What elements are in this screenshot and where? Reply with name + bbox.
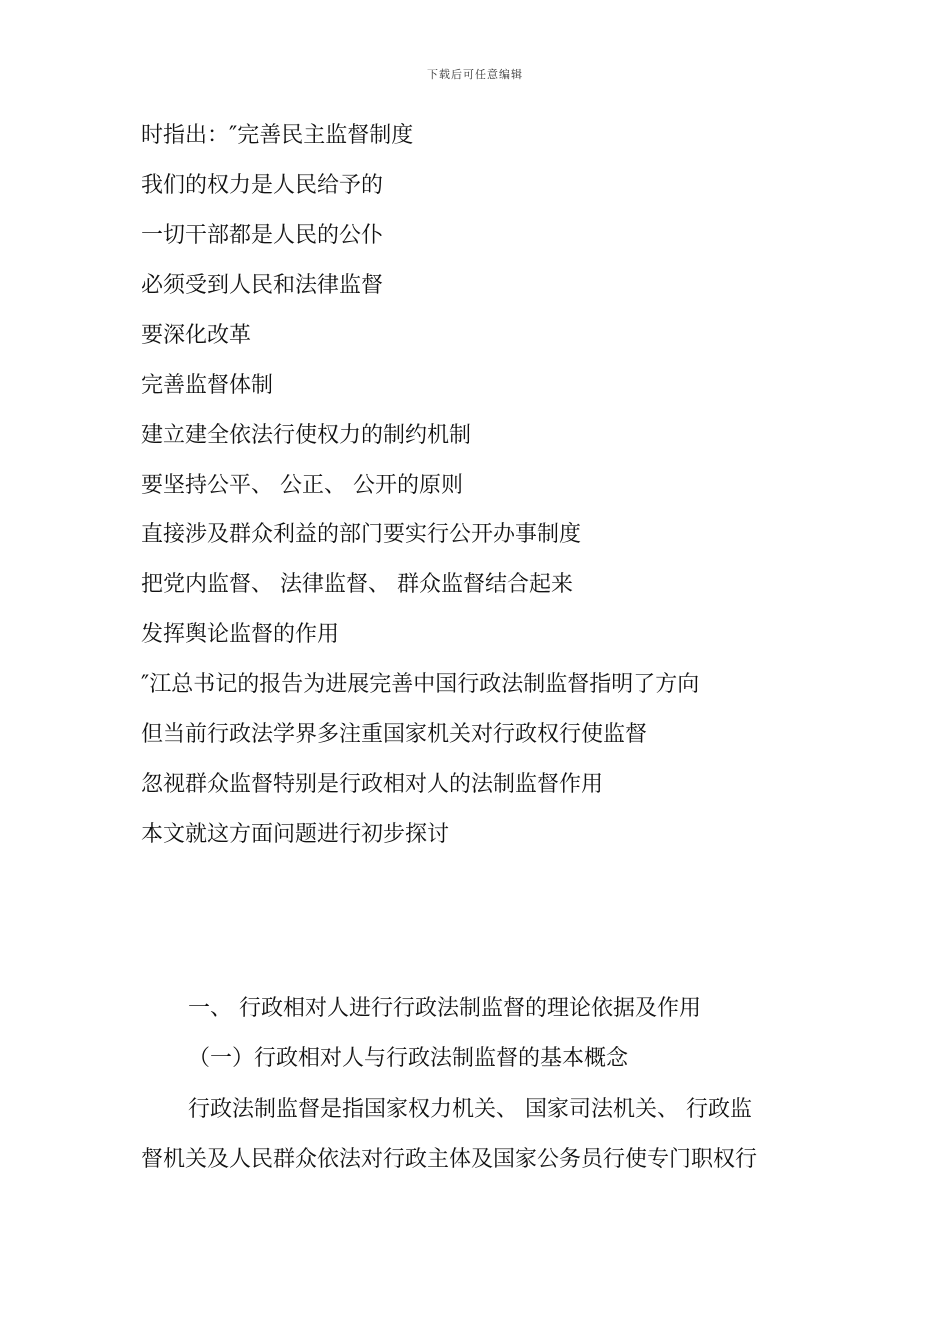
body-line-3: 一切干部都是人民的公仆 [141, 223, 384, 248]
body-line-15: 本文就这方面问题进行初步探讨 [141, 822, 450, 847]
paragraph-line-1: 行政法制监督是指国家权力机关、 国家司法机关、 行政监 [188, 1097, 752, 1122]
paragraph-line-2: 督机关及人民群众依法对行政主体及国家公务员行使专门职权行 [141, 1147, 758, 1172]
body-line-1: 时指出：″完善民主监督制度 [141, 123, 414, 148]
body-line-12: ″江总书记的报告为进展完善中国行政法制监督指明了方向 [141, 672, 700, 697]
body-line-5: 要深化改革 [141, 323, 252, 348]
body-line-14: 忽视群众监督特别是行政相对人的法制监督作用 [141, 772, 604, 797]
body-line-8: 要坚持公平、 公正、 公开的原则 [141, 473, 463, 498]
section-subheading: （一）行政相对人与行政法制监督的基本概念 [188, 1046, 629, 1071]
body-line-9: 直接涉及群众利益的部门要实行公开办事制度 [141, 522, 582, 547]
body-line-10: 把党内监督、 法律监督、 群众监督结合起来 [141, 572, 573, 597]
page-header: 下载后可任意编辑 [427, 68, 523, 81]
body-line-13: 但当前行政法学界多注重国家机关对行政权行使监督 [141, 722, 648, 747]
body-line-4: 必须受到人民和法律监督 [141, 273, 384, 298]
section-heading: 一、 行政相对人进行行政法制监督的理论依据及作用 [188, 996, 701, 1021]
body-line-7: 建立建全依法行使权力的制约机制 [141, 423, 472, 448]
body-line-6: 完善监督体制 [141, 373, 274, 398]
body-line-11: 发挥舆论监督的作用 [141, 622, 340, 647]
body-line-2: 我们的权力是人民给予的 [141, 173, 384, 198]
